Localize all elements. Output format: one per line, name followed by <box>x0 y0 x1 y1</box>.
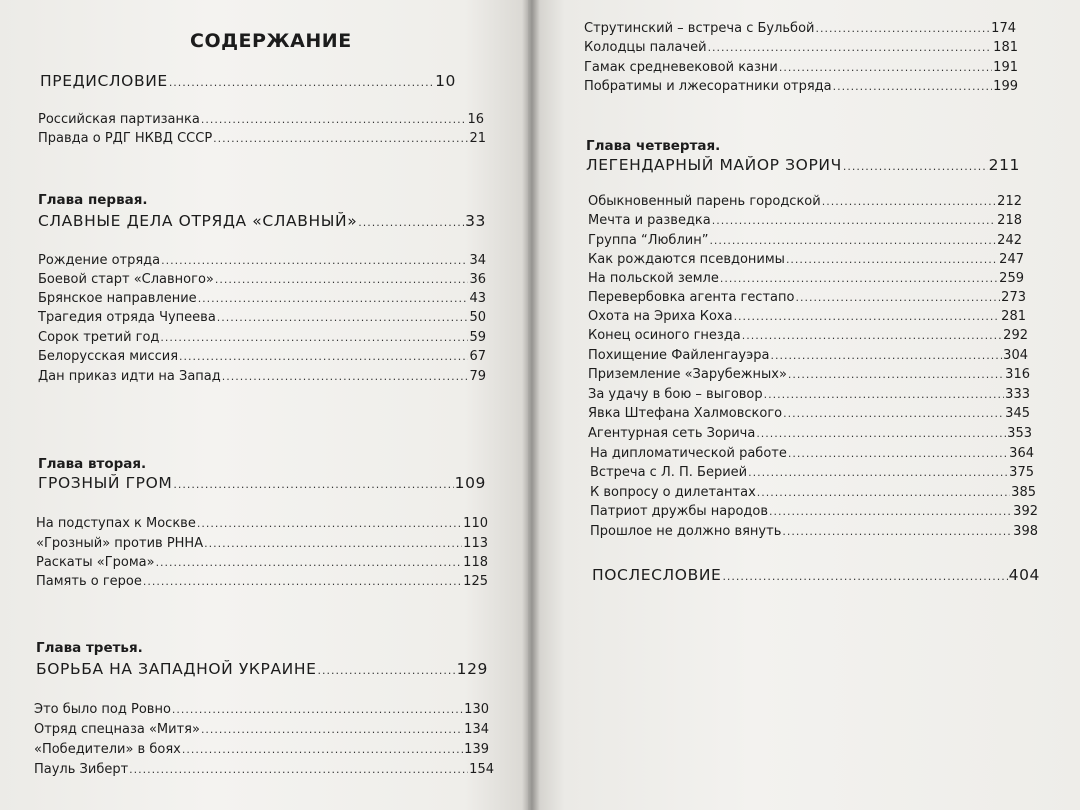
leader-dots <box>160 331 468 344</box>
toc-entry-label: На подступах к Москве <box>36 516 196 531</box>
toc-entry[interactable] <box>34 742 489 757</box>
toc-entry-label: На польской земле <box>588 271 719 286</box>
chapter-2-heading: Глава вторая. <box>38 456 147 472</box>
leader-dots <box>815 22 990 35</box>
chapter-3-heading: Глава третья. <box>36 640 143 656</box>
toc-entry[interactable] <box>38 253 486 268</box>
toc-entry-label: ГРОЗНЫЙ ГРОМ <box>38 474 173 492</box>
toc-entry-chapter-2[interactable] <box>38 474 486 492</box>
toc-entry[interactable] <box>588 213 1022 228</box>
leader-dots <box>783 407 1004 420</box>
toc-entry[interactable] <box>590 446 1034 461</box>
toc-entry-label: Явка Штефана Халмовского <box>588 406 783 421</box>
toc-entry[interactable] <box>38 272 486 287</box>
toc-entry[interactable] <box>36 516 488 531</box>
toc-entry-label: Прошлое не должно вянуть <box>590 524 782 539</box>
toc-entry-label: Конец осиного гнезда <box>588 328 741 343</box>
toc-entry-page: 43 <box>469 291 486 306</box>
toc-entry-page: 242 <box>997 233 1022 248</box>
leader-dots <box>217 311 469 324</box>
toc-entry[interactable] <box>584 40 1018 55</box>
leader-dots <box>742 329 1002 342</box>
toc-entry-label: ПРЕДИСЛОВИЕ <box>40 72 168 90</box>
leader-dots <box>786 253 998 266</box>
toc-entry-page: 113 <box>463 536 488 551</box>
toc-entry-page: 16 <box>467 112 484 127</box>
leader-dots <box>756 427 1006 440</box>
toc-entry-chapter-4[interactable] <box>586 156 1020 174</box>
toc-entry-label: На дипломатической работе <box>590 446 787 461</box>
leader-dots <box>179 350 468 363</box>
toc-entry-label: Охота на Эриха Коха <box>588 309 733 324</box>
toc-entry-label: Сорок третий год <box>38 330 160 345</box>
toc-entry-page: 139 <box>464 742 489 757</box>
toc-entry-label: Колодцы палачей <box>584 40 707 55</box>
toc-entry-page: 392 <box>1013 504 1038 519</box>
toc-entry-page: 398 <box>1013 524 1038 539</box>
toc-entry[interactable] <box>588 406 1030 421</box>
toc-entry-label: Трагедия отряда Чупеева <box>38 310 216 325</box>
toc-entry-label: Память о герое <box>36 574 142 589</box>
chapter-1-heading: Глава первая. <box>38 192 148 208</box>
right-page <box>532 0 1080 810</box>
toc-entry[interactable] <box>588 348 1028 363</box>
toc-entry[interactable] <box>590 524 1038 539</box>
toc-entry-page: 385 <box>1011 485 1036 500</box>
toc-entry-page: 174 <box>991 21 1016 36</box>
toc-entry-label: БОРЬБА НА ЗАПАДНОЙ УКРАИНЕ <box>36 660 317 678</box>
toc-entry-label: Белорусская миссия <box>38 349 179 364</box>
leader-dots <box>734 310 1001 323</box>
toc-entry[interactable] <box>590 504 1038 519</box>
leader-dots <box>769 505 1012 518</box>
toc-entry-chapter-3[interactable] <box>36 660 488 678</box>
leader-dots <box>708 41 993 54</box>
toc-entry-page: 129 <box>456 660 488 678</box>
toc-entry[interactable] <box>34 722 489 737</box>
leader-dots <box>712 214 996 227</box>
leader-dots <box>222 370 469 383</box>
toc-entry-page: 281 <box>1001 309 1026 324</box>
toc-entry-label: СЛАВНЫЕ ДЕЛА ОТРЯДА «СЛАВНЫЙ» <box>38 212 358 230</box>
leader-dots <box>843 160 988 173</box>
toc-entry-chapter-1[interactable] <box>38 212 486 230</box>
toc-entry-page: 109 <box>454 474 486 492</box>
toc-entry-label: «Победители» в боях <box>34 742 181 757</box>
leader-dots <box>795 291 1000 304</box>
toc-entry[interactable] <box>588 252 1024 267</box>
toc-entry-page: 211 <box>988 156 1020 174</box>
leader-dots <box>182 743 463 756</box>
leader-dots <box>822 195 996 208</box>
toc-entry[interactable] <box>588 387 1030 402</box>
toc-entry-label: Рождение отряда <box>38 253 161 268</box>
leader-dots <box>318 664 456 677</box>
toc-entry-page: 130 <box>464 702 489 717</box>
toc-entry-label: Отряд спецназа «Митя» <box>34 722 200 737</box>
toc-entry-label: Российская партизанка <box>38 112 200 127</box>
toc-entry[interactable] <box>36 574 488 589</box>
leader-dots <box>169 76 434 89</box>
toc-entry-label: Пауль Зиберт <box>34 762 129 777</box>
toc-entry[interactable] <box>588 309 1026 324</box>
toc-entry-label: Правда о РДГ НКВД СССР <box>38 131 213 146</box>
toc-entry-label: Встреча с Л. П. Берией <box>590 465 748 480</box>
toc-entry-page: 118 <box>463 555 488 570</box>
leader-dots <box>779 61 992 74</box>
toc-entry-label: Это было под Ровно <box>34 702 171 717</box>
leader-dots <box>722 570 1007 583</box>
toc-entry[interactable] <box>588 290 1026 305</box>
leader-dots <box>833 80 993 93</box>
toc-entry-page: 21 <box>469 131 486 146</box>
toc-entry-page: 375 <box>1009 465 1034 480</box>
toc-entry-page: 404 <box>1008 566 1040 584</box>
toc-entry-label: За удачу в бою – выговор <box>588 387 763 402</box>
toc-entry-page: 345 <box>1005 406 1030 421</box>
leader-dots <box>173 478 453 491</box>
toc-entry-label: Обыкновенный парень городской <box>588 194 821 209</box>
toc-entry-page: 33 <box>465 212 486 230</box>
toc-entry-page: 273 <box>1001 290 1026 305</box>
toc-entry[interactable] <box>588 271 1024 286</box>
toc-entry[interactable] <box>588 426 1032 441</box>
left-page <box>0 0 528 810</box>
toc-entry-page: 50 <box>469 310 486 325</box>
toc-entry[interactable] <box>38 310 486 325</box>
toc-entry[interactable] <box>590 465 1034 480</box>
leader-dots <box>788 447 1008 460</box>
leader-dots <box>201 723 463 736</box>
toc-entry-page: 292 <box>1003 328 1028 343</box>
toc-entry[interactable] <box>584 21 1016 36</box>
toc-entry[interactable] <box>38 330 486 345</box>
toc-entry[interactable] <box>38 349 486 364</box>
toc-entry[interactable] <box>588 194 1022 209</box>
leader-dots <box>198 292 469 305</box>
contents-heading: СОДЕРЖАНИЕ <box>190 30 352 52</box>
chapter-4-heading: Глава четвертая. <box>586 138 721 154</box>
toc-entry-label: К вопросу о дилетантах <box>590 485 756 500</box>
toc-entry-afterword[interactable] <box>592 566 1040 584</box>
toc-entry[interactable] <box>590 485 1036 500</box>
toc-entry-page: 212 <box>997 194 1022 209</box>
toc-entry-page: 218 <box>997 213 1022 228</box>
toc-entry[interactable] <box>38 131 486 146</box>
toc-entry[interactable] <box>584 60 1018 75</box>
toc-entry[interactable] <box>36 555 488 570</box>
toc-entry[interactable] <box>36 536 488 551</box>
leader-dots <box>757 486 1010 499</box>
toc-entry-label: «Грозный» против РННА <box>36 536 204 551</box>
leader-dots <box>215 273 469 286</box>
toc-entry[interactable] <box>38 112 484 127</box>
toc-entry-page: 247 <box>999 252 1024 267</box>
toc-entry[interactable] <box>588 328 1028 343</box>
toc-entry-page: 125 <box>463 574 488 589</box>
toc-entry-page: 333 <box>1005 387 1030 402</box>
toc-entry-page: 364 <box>1009 446 1034 461</box>
leader-dots <box>788 368 1004 381</box>
toc-entry[interactable] <box>34 702 489 717</box>
toc-entry-label: Патриот дружбы народов <box>590 504 769 519</box>
toc-entry[interactable] <box>588 367 1030 382</box>
leader-dots <box>782 525 1012 538</box>
toc-entry-label: Мечта и разведка <box>588 213 711 228</box>
toc-entry-page: 191 <box>993 60 1018 75</box>
toc-entry-page: 199 <box>993 79 1018 94</box>
leader-dots <box>161 254 468 267</box>
toc-entry-label: ЛЕГЕНДАРНЫЙ МАЙОР ЗОРИЧ <box>586 156 842 174</box>
leader-dots <box>156 556 463 569</box>
toc-entry-label: Струтинский – встреча с Бульбой <box>584 21 815 36</box>
toc-entry-page: 59 <box>469 330 486 345</box>
toc-entry-label: Раскаты «Грома» <box>36 555 155 570</box>
toc-entry[interactable] <box>588 233 1022 248</box>
toc-entry[interactable] <box>38 291 486 306</box>
leader-dots <box>143 575 462 588</box>
leader-dots <box>770 349 1002 362</box>
toc-entry-label: ПОСЛЕСЛОВИЕ <box>592 566 722 584</box>
toc-entry-label: Приземление «Зарубежных» <box>588 367 787 382</box>
toc-entry[interactable] <box>34 762 494 777</box>
toc-entry-label: Дан приказ идти на Запад <box>38 369 221 384</box>
toc-entry[interactable] <box>584 79 1018 94</box>
toc-entry-page: 316 <box>1005 367 1030 382</box>
leader-dots <box>201 113 467 126</box>
toc-entry[interactable] <box>38 369 486 384</box>
toc-entry-label: Как рождаются псевдонимы <box>588 252 785 267</box>
toc-entry-page: 134 <box>464 722 489 737</box>
toc-entry-label: Похищение Файленгауэра <box>588 348 770 363</box>
leader-dots <box>197 517 462 530</box>
leader-dots <box>720 272 998 285</box>
toc-entry-page: 110 <box>463 516 488 531</box>
toc-entry-page: 67 <box>469 349 486 364</box>
leader-dots <box>129 763 468 776</box>
toc-entry-page: 10 <box>435 72 456 90</box>
leader-dots <box>748 466 1008 479</box>
leader-dots <box>204 537 462 550</box>
toc-entry-page: 304 <box>1003 348 1028 363</box>
toc-entry-label: Перевербовка агента гестапо <box>588 290 795 305</box>
leader-dots <box>213 132 468 145</box>
toc-entry-page: 353 <box>1007 426 1032 441</box>
toc-entry-page: 259 <box>999 271 1024 286</box>
leader-dots <box>764 388 1005 401</box>
leader-dots <box>172 703 463 716</box>
toc-entry-page: 36 <box>469 272 486 287</box>
toc-entry-page: 181 <box>993 40 1018 55</box>
toc-entry-page: 34 <box>469 253 486 268</box>
leader-dots <box>709 234 996 247</box>
toc-entry-foreword[interactable] <box>40 72 456 90</box>
toc-entry-page: 79 <box>469 369 486 384</box>
leader-dots <box>358 216 464 229</box>
toc-entry-page: 154 <box>469 762 494 777</box>
toc-entry-label: Побратимы и лжесоратники отряда <box>584 79 832 94</box>
toc-entry-label: Брянское направление <box>38 291 197 306</box>
toc-entry-label: Гамак средневековой казни <box>584 60 778 75</box>
toc-entry-label: Агентурная сеть Зорича <box>588 426 756 441</box>
toc-entry-label: Боевой старт «Славного» <box>38 272 214 287</box>
toc-entry-label: Группа “Люблин” <box>588 233 709 248</box>
